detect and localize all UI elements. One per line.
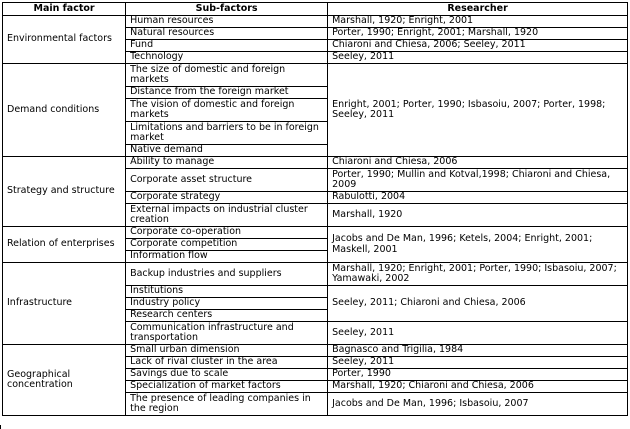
sub-factor-cell: Institutions bbox=[126, 286, 328, 298]
researcher-cell: Jacobs and De Man, 1996; Ketels, 2004; Enright, 2001; Maskell, 2001 bbox=[328, 227, 628, 263]
header-researcher: Researcher bbox=[328, 3, 628, 16]
sub-factor-cell: The presence of leading companies in the region bbox=[126, 393, 328, 416]
sub-factor-cell: Natural resources bbox=[126, 28, 328, 40]
header-row bbox=[3, 3, 628, 16]
page-edge-mark bbox=[0, 425, 1, 429]
researcher-cell: Marshall, 1920 bbox=[328, 204, 628, 227]
researcher-cell: Seeley, 2011 bbox=[328, 357, 628, 369]
sub-factor-cell: Lack of rival cluster in the area bbox=[126, 357, 328, 369]
researcher-cell: Enright, 2001; Porter, 1990; Isbasoiu, 2007; Porter, 1998; Seeley, 2011 bbox=[328, 64, 628, 157]
researcher-cell: Marshall, 1920; Enright, 2001 bbox=[328, 16, 628, 28]
header-main-factor: Main factor bbox=[3, 3, 126, 16]
researcher-cell: Chiaroni and Chiesa, 2006; Seeley, 2011 bbox=[328, 40, 628, 52]
sub-factor-cell: Limitations and barriers to be in foreign market bbox=[126, 122, 328, 145]
researcher-cell: Marshall, 1920; Enright, 2001; Porter, 1990; Isbasoiu, 2007; Yamawaki, 2002 bbox=[328, 263, 628, 286]
researcher-cell: Bagnasco and Trigilia, 1984 bbox=[328, 345, 628, 357]
sub-factor-cell: Corporate strategy bbox=[126, 192, 328, 204]
sub-factor-cell: External impacts on industrial cluster creation bbox=[126, 204, 328, 227]
sub-factor-cell: Backup industries and suppliers bbox=[126, 263, 328, 286]
sub-factor-cell: Human resources bbox=[126, 16, 328, 28]
sub-factor-cell: Specialization of market factors bbox=[126, 381, 328, 393]
table-row bbox=[3, 64, 628, 87]
header-sub-factors: Sub-factors bbox=[126, 3, 328, 16]
sub-factor-cell: Small urban dimension bbox=[126, 345, 328, 357]
table-row bbox=[3, 157, 628, 169]
sub-factor-cell: Information flow bbox=[126, 251, 328, 263]
table-row bbox=[3, 16, 628, 28]
table-row bbox=[3, 227, 628, 239]
main-factor-cell: Infrastructure bbox=[3, 263, 126, 345]
sub-factor-cell: Savings due to scale bbox=[126, 369, 328, 381]
sub-factor-cell: Technology bbox=[126, 52, 328, 64]
sub-factor-cell: Native demand bbox=[126, 145, 328, 157]
researcher-cell: Seeley, 2011 bbox=[328, 52, 628, 64]
sub-factor-cell: Fund bbox=[126, 40, 328, 52]
main-factor-cell: Relation of enterprises bbox=[3, 227, 126, 263]
researcher-cell: Rabulotti, 2004 bbox=[328, 192, 628, 204]
researcher-cell: Porter, 1990 bbox=[328, 369, 628, 381]
sub-factor-cell: The size of domestic and foreign markets bbox=[126, 64, 328, 87]
sub-factor-cell: Corporate asset structure bbox=[126, 169, 328, 192]
researcher-cell: Marshall, 1920; Chiaroni and Chiesa, 2006 bbox=[328, 381, 628, 393]
sub-factor-cell: The vision of domestic and foreign markets bbox=[126, 99, 328, 122]
researcher-cell: Jacobs and De Man, 1996; Isbasoiu, 2007 bbox=[328, 393, 628, 416]
researcher-cell: Chiaroni and Chiesa, 2006 bbox=[328, 157, 628, 169]
researcher-cell: Seeley, 2011 bbox=[328, 322, 628, 345]
researcher-cell: Seeley, 2011; Chiaroni and Chiesa, 2006 bbox=[328, 286, 628, 322]
sub-factor-cell: Research centers bbox=[126, 310, 328, 322]
main-factor-cell: Demand conditions bbox=[3, 64, 126, 157]
main-factor-cell: Strategy and structure bbox=[3, 157, 126, 227]
factors-table bbox=[2, 2, 628, 416]
table-body bbox=[3, 16, 628, 416]
table-row bbox=[3, 263, 628, 286]
table-row bbox=[3, 345, 628, 357]
main-factor-cell: Geographical concentration bbox=[3, 345, 126, 416]
main-factor-cell: Environmental factors bbox=[3, 16, 126, 64]
researcher-cell: Porter, 1990; Enright, 2001; Marshall, 1920 bbox=[328, 28, 628, 40]
sub-factor-cell: Corporate competition bbox=[126, 239, 328, 251]
sub-factor-cell: Distance from the foreign market bbox=[126, 87, 328, 99]
sub-factor-cell: Corporate co-operation bbox=[126, 227, 328, 239]
sub-factor-cell: Communication infrastructure and transportation bbox=[126, 322, 328, 345]
sub-factor-cell: Ability to manage bbox=[126, 157, 328, 169]
researcher-cell: Porter, 1990; Mullin and Kotval,1998; Chiaroni and Chiesa, 2009 bbox=[328, 169, 628, 192]
sub-factor-cell: Industry policy bbox=[126, 298, 328, 310]
